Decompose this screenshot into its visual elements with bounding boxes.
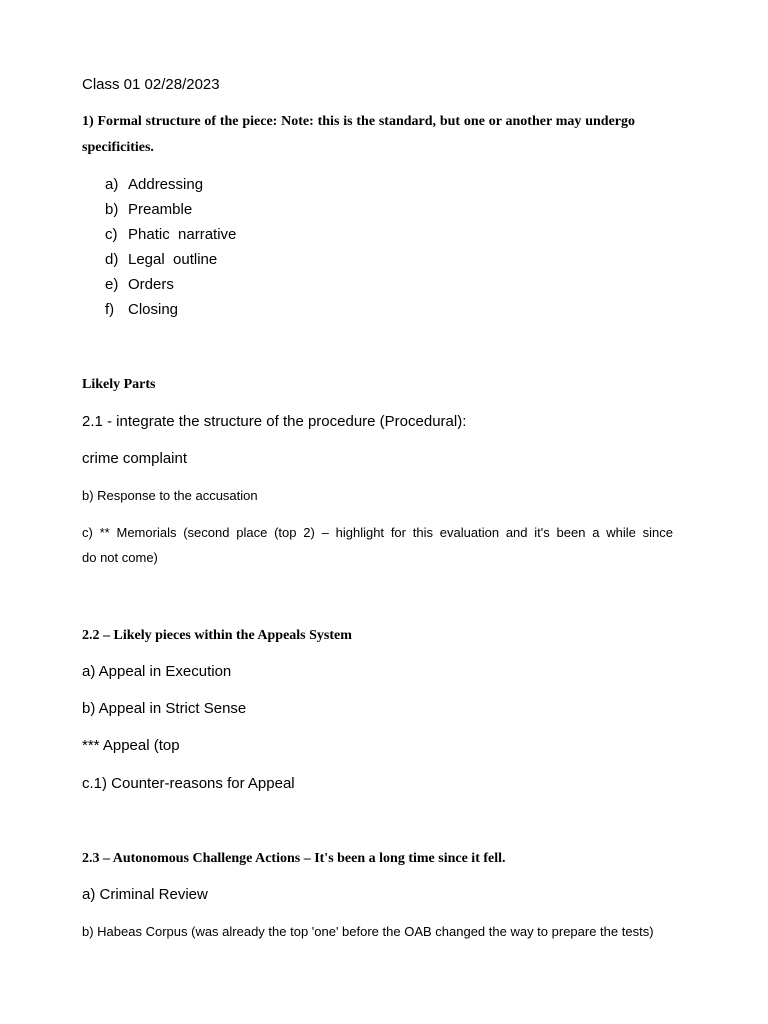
list-text: Addressing [128,176,204,193]
list-text: Phatic narrative [128,226,237,243]
section22-heading: 2.2 – Likely pieces within the Appeals System [82,628,352,643]
list-marker: a) [105,176,119,193]
list-text: Preamble [128,201,193,218]
list-item [105,176,203,193]
list-text: Closing [128,301,179,318]
paragraph: b) Habeas Corpus (was already the top 'one' before the OAB changed the way to prepare the tests) [82,924,654,939]
paragraph: a) Appeal in Execution [82,663,232,680]
section1-heading: 1) Formal structure of the piece: Note: this is the standard, but one or another may undergo [82,114,635,129]
section1-heading-cont: specificities. [82,140,154,155]
list-item [105,301,178,318]
list-item [105,226,236,243]
paragraph: 2.1 - integrate the structure of the procedure (Procedural): [82,413,467,430]
list-marker: d) [105,251,119,268]
paragraph: a) Criminal Review [82,886,208,903]
list-text: Orders [128,276,174,293]
list-marker: f) [105,301,115,318]
list-marker: e) [105,276,119,293]
paragraph: *** Appeal (top [82,737,180,754]
paragraph: b) Response to the accusation [82,488,258,503]
list-item [105,276,174,293]
paragraph: c.1) Counter-reasons for Appeal [82,775,295,792]
list-marker: c) [105,226,118,243]
section23-heading: 2.3 – Autonomous Challenge Actions – It's been a long time since it fell. [82,851,506,866]
paragraph-cont: do not come) [82,550,158,565]
paragraph: crime complaint [82,450,188,467]
list-item [105,251,217,268]
list-marker: b) [105,201,119,218]
paragraph: c) ** Memorials (second place (top 2) – highlight for this evaluation and it's been a while since [82,525,673,540]
list-text: Legal outline [128,251,218,268]
paragraph: b) Appeal in Strict Sense [82,700,247,717]
class-date-header: Class 01 02/28/2023 [82,76,220,93]
likely-parts-heading: Likely Parts [82,377,156,392]
list-item [105,201,192,218]
